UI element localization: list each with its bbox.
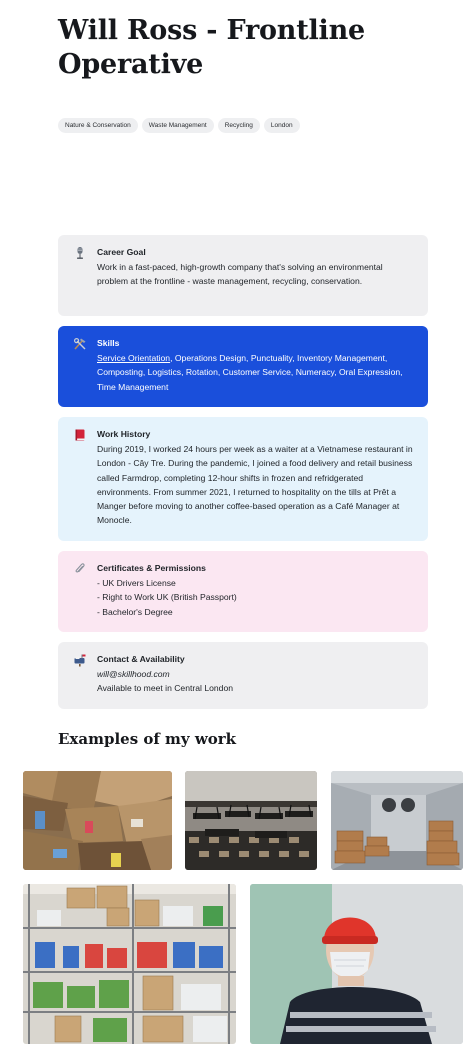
tag-recycling[interactable]: Recycling xyxy=(218,118,260,133)
page-title: Will Ross - Frontline Operative xyxy=(58,15,366,80)
availability-text: Available to meet in Central London xyxy=(97,683,233,694)
certificate-item: - Right to Work UK (British Passport) xyxy=(97,592,237,603)
cardboard-recycling-photo[interactable] xyxy=(23,771,172,870)
tag-list xyxy=(58,118,300,133)
career-goal-card xyxy=(58,235,428,316)
skills-heading: Skills xyxy=(97,338,120,348)
mailbox-icon xyxy=(73,653,87,667)
skills-list: , Operations Design, Punctuality, Inventory Management, Composting, Logistics, Rotation, Customer Service, Numeracy, Oral Expression, Time Management xyxy=(97,353,403,392)
microphone-icon xyxy=(73,246,87,260)
work-history-heading: Work History xyxy=(97,429,151,439)
career-goal-text: Work in a fast-paced, high-growth company that's solving an environmental problem at the frontline - waste management, recycling, conservation. xyxy=(97,262,383,287)
certificate-item: - UK Drivers License xyxy=(97,578,176,588)
stocked-shelves-photo[interactable] xyxy=(23,884,236,1044)
work-history-card xyxy=(58,417,428,541)
tag-london[interactable]: London xyxy=(264,118,300,133)
contact-heading: Contact & Availability xyxy=(97,654,185,664)
examples-heading: Examples of my work xyxy=(58,730,237,748)
certificates-heading: Certificates & Permissions xyxy=(97,563,206,573)
work-history-text: During 2019, I worked 24 hours per week as a waiter at a Vietnamese restaurant in London - Cây Tre. During the pandemic, I joined a food delivery and retail business called Farmdrop, completing 12-hour shifts in frozen and refridgerated environments. From summer 2021, I returned to hospitality on the tills at Prêt a Manger before moving to another coffee-based operation as a Café Manager at Monocle. xyxy=(97,444,413,526)
paperclip-icon xyxy=(73,562,87,576)
career-goal-heading: Career Goal xyxy=(97,247,146,257)
skills-text xyxy=(97,351,416,394)
contact-email-link[interactable]: will@skillhood.com xyxy=(97,669,170,679)
tag-waste-management[interactable]: Waste Management xyxy=(142,118,214,133)
certificates-card xyxy=(58,551,428,632)
book-icon xyxy=(73,428,87,442)
worker-selfie-photo[interactable] xyxy=(250,884,463,1044)
stacked-chairs-photo[interactable] xyxy=(185,771,317,870)
cold-storage-crates-photo[interactable] xyxy=(331,771,463,870)
skills-card xyxy=(58,326,428,407)
tools-icon xyxy=(73,337,87,351)
certificate-item: - Bachelor's Degree xyxy=(97,606,173,617)
skill-service-orientation-link[interactable]: Service Orientation xyxy=(97,353,171,363)
contact-card xyxy=(58,642,428,709)
tag-nature-conservation[interactable]: Nature & Conservation xyxy=(58,118,138,133)
